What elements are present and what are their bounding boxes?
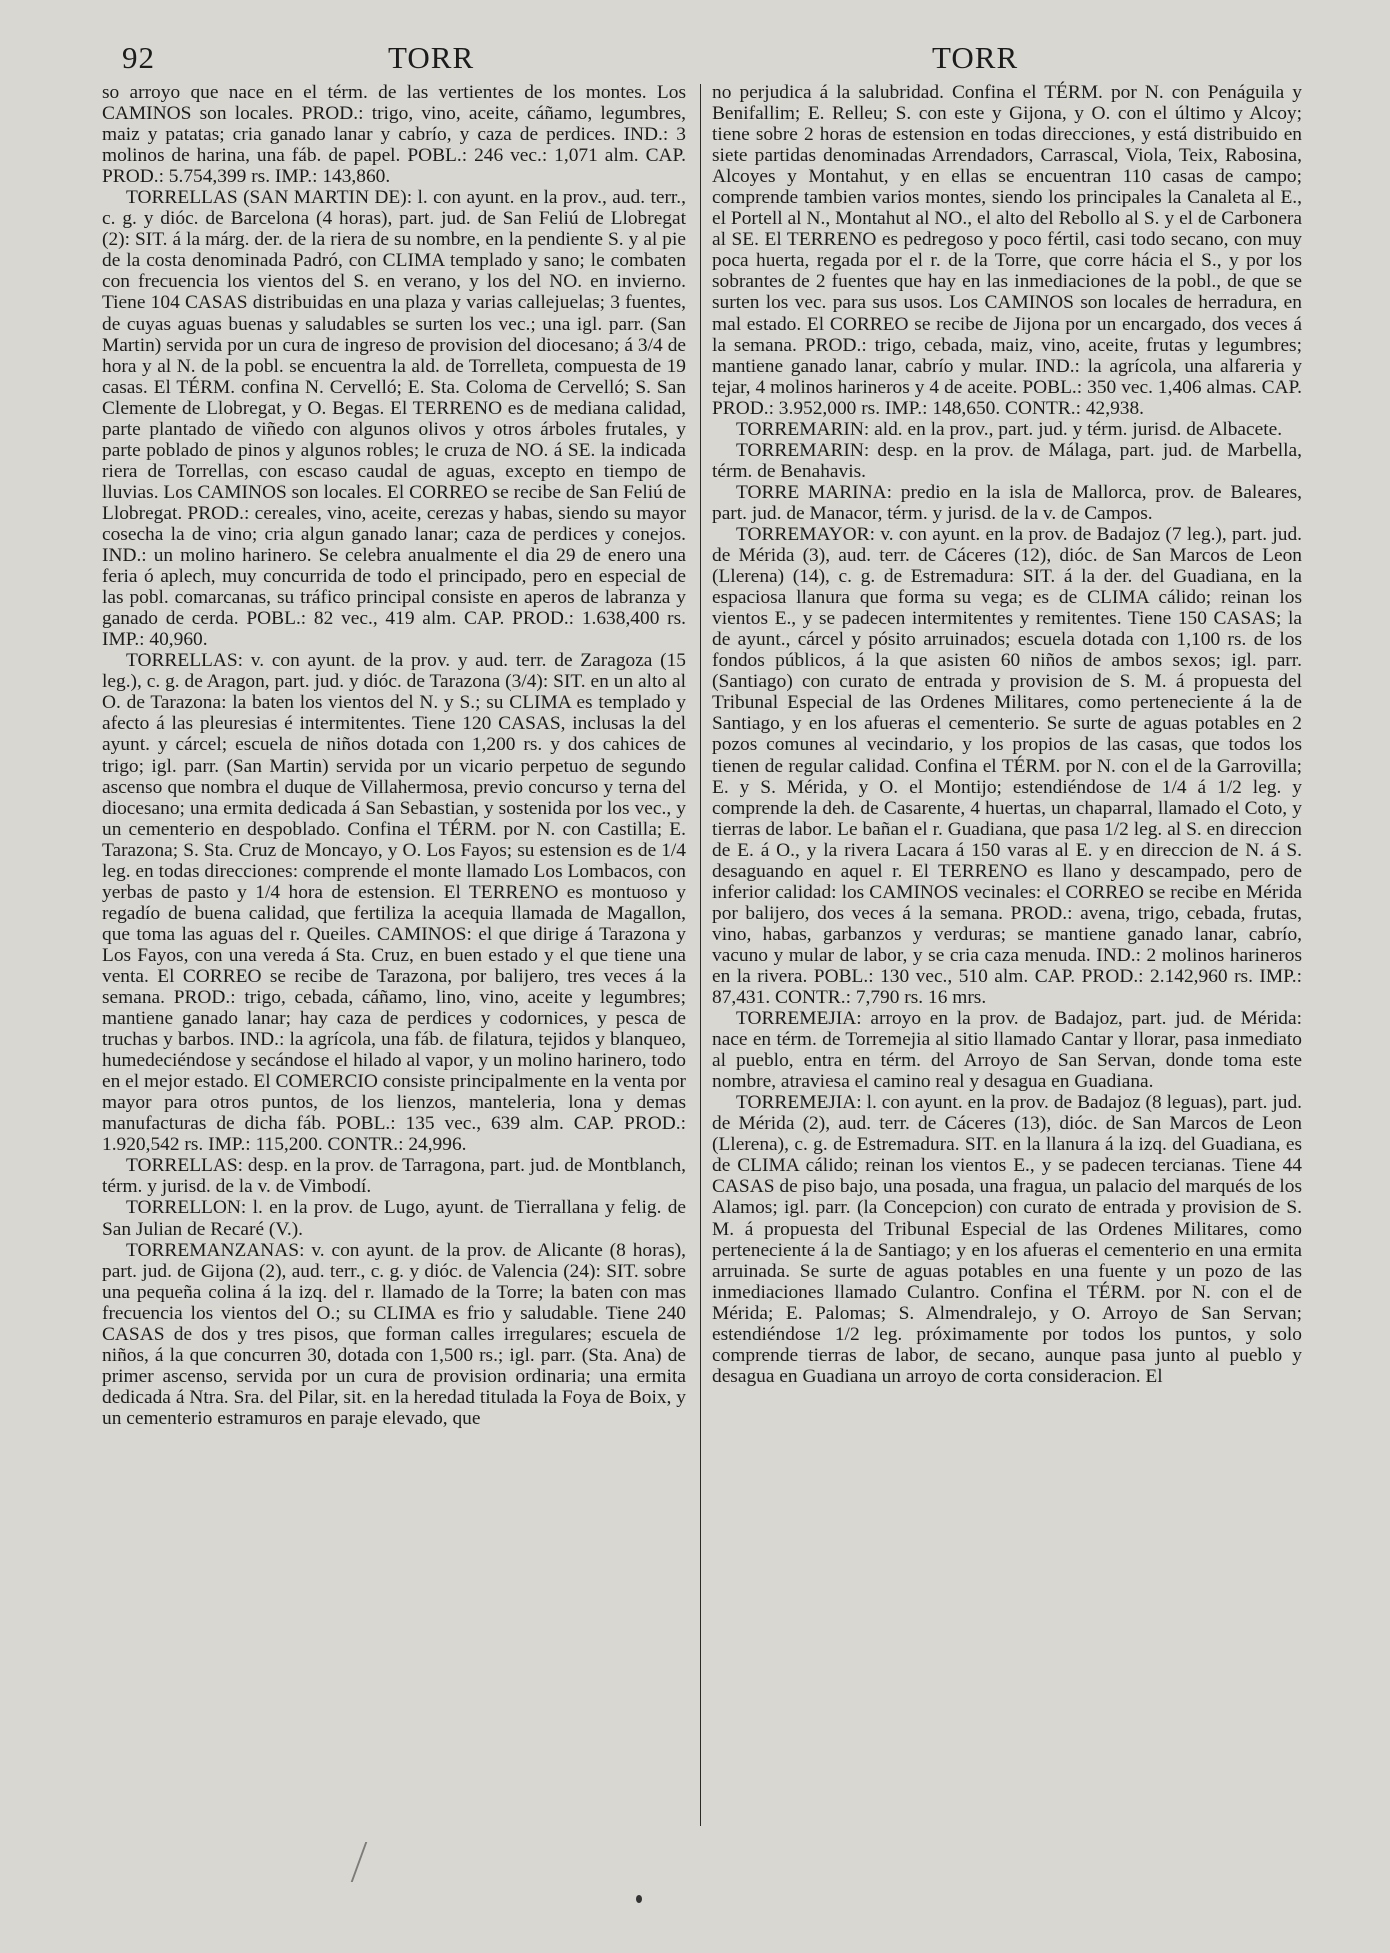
paragraph: no perjudica á la salubridad. Confina el TÉRM. por N. con Penáguila y Benifallim; E. Relleu; S. con este y Gijona, y O. con el último y Alcoy; tiene sobre 2 horas de estension en todas direcciones, y está distribuido en siete partidas denominadas Arrendadors, Carrascal, Viola, Teix, Rabosina, Alcoyes y Montahut, y en ellas se encuentran 110 casas de campo; comprende tambien varios montes, siendo los principales la Canaleta al E., el Portell al N., Montahut al NO., el alto del Rebollo al S. y el de Carbonera al SE. El TERRENO es pedregoso y poco fértil, casi todo secano, con muy poca huerta, regada por el r. de la Torre, que corre hácia el S., y por los sobrantes de 2 fuentes que hay en las inmediaciones de la pobl., de que se surten los vec. para sus usos. Los CAMINOS son locales de herradura, en mal estado. El CORREO se recibe de Jijona por un encargado, dos veces á la semana. PROD.: trigo, cebada, maiz, vino, aceite, frutas y legumbres; mantiene ganado lanar, cabrío y mular. IND.: la agrícola, una alfareria y tejar, 4 molinos harineros y 4 de aceite. POBL.: 350 vec. 1,406 almas. CAP. PROD.: 3.952,000 rs. IMP.: 148,650. CONTR.: 42,938. xyxy=(712,82,1302,419)
running-head-left: TORR xyxy=(388,40,475,75)
paragraph: TORREMARIN: desp. en la prov. de Málaga, part. jud. de Marbella, térm. de Benahavis. xyxy=(712,439,1302,482)
right-column xyxy=(712,82,1302,1387)
running-head-right: TORR xyxy=(932,40,1019,75)
paragraph: TORRELLAS: v. con ayunt. de la prov. y aud. terr. de Zaragoza (15 leg.), c. g. de Aragon, part. jud. y dióc. de Tarazona (3/4): SIT. en un alto al O. de Tarazona: la baten los vientos del N. y S.; su CLIMA es templado y afecto á las pleuresias é intermitentes. Tiene 120 CASAS, inclusas la del ayunt. y cárcel; escuela de niños dotada con 1,200 rs. y dos cahices de trigo; igl. parr. (San Martin) servida por un vicario perpetuo de segundo ascenso que nombra el duque de Villahermosa, previo concurso y terna del diocesano; una ermita dedicada á San Sebastian, y sostenida por los vec., y un cementerio en despoblado. Confina el TÉRM. por N. con Castilla; E. Tarazona; S. Sta. Cruz de Moncayo, y O. Los Fayos; su estension es de 1/4 leg. en todas direcciones: comprende el monte llamado Los Lombacos, con yerbas de pasto y 1/4 hora de estension. El TERRENO es montuoso y regadío de buena calidad, que fertiliza la acequia llamada de Magallon, que toma las aguas del r. Queiles. CAMINOS: el que dirige á Tarazona y Los Fayos, con una vereda á Sta. Cruz, en buen estado y el que tiene una venta. El CORREO se recibe de Tarazona, por balijero, tres veces á la semana. PROD.: trigo, cebada, cáñamo, lino, vino, aceite y legumbres; mantiene ganado lanar; hay caza de perdices y codornices, y pesca de truchas y barbos. IND.: la agrícola, una fáb. de filatura, tejidos y blanqueo, humedeciéndose y secándose el hilado al vapor, y un molino harinero, todo en el mejor estado. El COMERCIO consiste principalmente en la venta por mayor para otros puntos, de los lienzos, manteleria, lona y demas manufacturas de dicha fáb. POBL.: 135 vec., 639 alm. CAP. PROD.: 1.920,542 rs. IMP.: 115,200. CONTR.: 24,996. xyxy=(102,650,686,1156)
column-rule xyxy=(700,84,701,1826)
pen-mark xyxy=(351,1842,418,1882)
ink-spot xyxy=(636,1895,642,1903)
paragraph: TORRELLON: l. en la prov. de Lugo, ayunt. de Tierrallana y felig. de San Julian de Recaré (V.). xyxy=(102,1197,686,1240)
paragraph: TORREMARIN: ald. en la prov., part. jud. y térm. jurisd. de Albacete. xyxy=(736,418,1283,440)
paragraph: TORREMEJIA: arroyo en la prov. de Badajoz, part. jud. de Mérida: nace en térm. de Torremejia al sitio llamado Cantar y llorar, pasa inmediato al pueblo, entra en térm. del Arroyo de San Servan, donde toma este nombre, atraviesa el camino real y desagua en Guadiana. xyxy=(712,1008,1302,1093)
paragraph: TORRELLAS: desp. en la prov. de Tarragona, part. jud. de Montblanch, térm. y jurisd. de la v. de Vimbodí. xyxy=(102,1155,686,1198)
paragraph: TORRE MARINA: predio en la isla de Mallorca, prov. de Baleares, part. jud. de Manacor, térm. y jurisd. de la v. de Campos. xyxy=(712,481,1302,524)
paragraph: TORREMEJIA: l. con ayunt. en la prov. de Badajoz (8 leguas), part. jud. de Mérida (2), aud. terr. de Cáceres (13), dióc. de San Marcos de Leon (Llerena), c. g. de Estremadura. SIT. en la llanura á la izq. del Guadiana, es de CLIMA cálido; reinan los vientos E., y se padecen tercianas. Tiene 44 CASAS de piso bajo, una posada, una fragua, un palacio del marqués de los Alamos; igl. parr. (la Concepcion) con curato de entrada y provision de S. M. á propuesta del Tribunal Especial de las Ordenes Militares, como perteneciente á la de Santiago; y en los afueras el cementerio en una ermita arruinada. Se surte de aguas potables en una fuente y un pozo de las inmediaciones llamado Culantro. Confina el TÉRM. por N. con el de Mérida; E. Palomas; S. Almendralejo, y O. Arroyo de San Servan; estendiéndose 1/2 leg. próximamente por todos los puntos, y solo comprende tierras de labor, de secano, aunque pasa junto al pueblo y desagua en Guadiana un arroyo de corta consideracion. El xyxy=(712,1092,1302,1387)
page-number: 92 xyxy=(122,40,155,75)
paragraph: TORREMAYOR: v. con ayunt. en la prov. de Badajoz (7 leg.), part. jud. de Mérida (3), aud. terr. de Cáceres (12), dióc. de San Marcos de Leon (Llerena) (14), c. g. de Estremadura: SIT. á la der. del Guadiana, en la espaciosa llanura que forma su vega; es de CLIMA cálido; reinan los vientos E., y se padecen intermitentes y remitentes. Tiene 150 CASAS; la de ayunt., cárcel y pósito arruinados; escuela dotada con 1,100 rs. de los fondos públicos, á la que asisten 60 niños de ambos sexos; igl. parr. (Santiago) con curato de entrada y provision de S. M. á propuesta del Tribunal Especial de las Ordenes Militares, como perteneciente á la de Santiago, y en los afueras el cementerio. Se surte de aguas potables en 2 pozos comunes al vecindario, y los propios de las casas, que todos los tienen de regular calidad. Confina el TÉRM. por N. con el de la Garrovilla; E. y S. Mérida, y O. el Montijo; estendiéndose de 1/4 á 1/2 leg. y comprende la deh. de Casarente, 4 huertas, un chaparral, llamado el Coto, y tierras de labor. Le bañan el r. Guadiana, que pasa 1/2 leg. al S. en direccion de E. á O., y la rivera Lacara á 150 varas al E. y en direccion de N. á S. desaguando en aquel r. El TERRENO es llano y descampado, pero de inferior calidad: los CAMINOS vecinales: el CORREO se recibe en Mérida por balijero, dos veces á la semana. PROD.: avena, trigo, cebada, frutas, vino, habas, garbanzos y verduras; se mantiene ganado lanar, cabrío, vacuno y mular de labor, y se cria caza menuda. IND.: 2 molinos harineros en la rivera. POBL.: 130 vec., 510 alm. CAP. PROD.: 2.142,960 rs. IMP.: 87,431. CONTR.: 7,790 rs. 16 mrs. xyxy=(712,523,1302,1009)
paragraph: so arroyo que nace en el térm. de las vertientes de los montes. Los CAMINOS son locales. PROD.: trigo, vino, aceite, cáñamo, legumbres, maiz y patatas; cria ganado lanar y cabrío, y caza de perdices. IND.: 3 molinos de harina, una fáb. de papel. POBL.: 246 vec.: 1,071 alm. CAP. PROD.: 5.754,399 rs. IMP.: 143,860. xyxy=(102,82,686,188)
paragraph: TORREMANZANAS: v. con ayunt. de la prov. de Alicante (8 horas), part. jud. de Gijona (2), aud. terr., c. g. y dióc. de Valencia (24): SIT. sobre una pequeña colina á la izq. del r. llamado de la Torre; la baten con mas frecuencia los vientos del O.; su CLIMA es frio y saludable. Tiene 240 CASAS de dos y tres pisos, que forman calles irregulares; escuela de niños, á la que concurren 30, dotada con 1,500 rs.; igl. parr. (Sta. Ana) de primer ascenso, servida por un cura de provision ordinaria; una ermita dedicada á Ntra. Sra. del Pilar, sit. en la heredad titulada la Foya de Boix, y un cementerio estramuros en paraje elevado, que xyxy=(102,1239,686,1429)
left-column xyxy=(102,82,686,1429)
paragraph: TORRELLAS (SAN MARTIN DE): l. con ayunt. en la prov., aud. terr., c. g. y dióc. de Barcelona (4 horas), part. jud. de San Feliú de Llobregat (2): SIT. á la márg. der. de la riera de su nombre, en la pendiente S. y al pie de la costa denominada Padró, con CLIMA templado y sano; le combaten con frecuencia los vientos del S. en verano, y los del NO. en invierno. Tiene 104 CASAS distribuidas en una plaza y varias callejuelas; 3 fuentes, de cuyas aguas buenas y saludables se surten los vec.; una igl. parr. (San Martin) servida por un cura de ingreso de provision del diocesano; á 3/4 de hora y al N. de la pobl. se encuentra la ald. de Torrelleta, compuesta de 19 casas. El TÉRM. confina N. Cervelló; E. Sta. Coloma de Cervelló; S. San Clemente de Llobregat, y O. Begas. El TERRENO es de mediana calidad, parte plantado de viñedo con algunos olivos y otros árboles frutales, y parte poblado de pinos y algunos robles; le cruza de NO. á SE. la indicada riera de Torrellas, con escaso caudal de aguas, excepto en tiempo de lluvias. Los CAMINOS son locales. El CORREO se recibe de San Feliú de Llobregat. PROD.: cereales, vino, aceite, cerezas y habas, siendo su mayor cosecha la de vino; cria algun ganado lanar; caza de perdices y conejos. IND.: un molino harinero. Se celebra anualmente el dia 29 de enero una feria ó aplech, muy concurrida de todo el principado, pero en especial de las pobl. comarcanas, su tráfico principal consiste en aperos de labranza y ganado de cerda. POBL.: 82 vec., 419 alm. CAP. PROD.: 1.638,400 rs. IMP.: 40,960. xyxy=(102,187,686,651)
